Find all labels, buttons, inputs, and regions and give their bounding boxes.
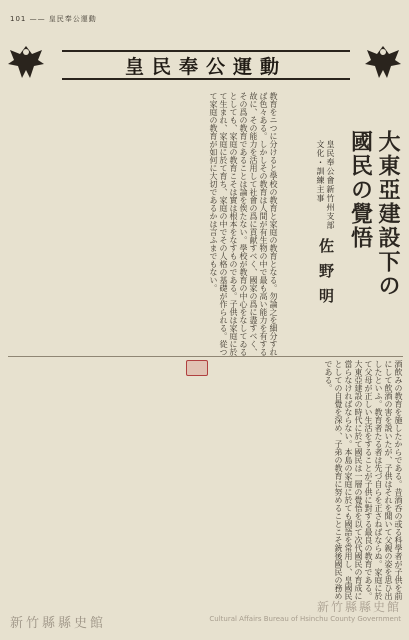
movement-banner xyxy=(32,48,380,82)
banner-title: 皇民奉公運動 xyxy=(124,55,287,78)
running-header: 101 —— 皇民奉公運動 xyxy=(10,15,97,23)
article-body-lower: 酒飲みの教育を施したからである。昔酒呑の或る科學者が子供を前にして飲酒の害を説いたが、子供はそれを聞いて父親の姿を思ひ出したといふ。教育者たる者は先づ自らを正さねばならぬ。家庭に於て父母が正しい生活をすることが子供に對する最良の教育である。大東亞建設の時代に於て國民は一層の覺悟を以て次代國民の育成に當らなければならない。本島の家庭に於ても國語を常用し、皇國民としての自覺を深め、子弟の教育に努めることこそ銃後國民の務めである。 xyxy=(324,360,403,600)
archive-watermark-left: 新竹縣縣史館 xyxy=(10,616,107,631)
section-divider xyxy=(8,356,403,357)
archive-watermark-right xyxy=(209,598,401,623)
watermark-english: Cultural Affairs Bureau of Hsinchu County Government xyxy=(209,615,401,623)
author-affiliation: 皇民奉公會新竹州支部 文化・訓練主事 xyxy=(316,140,335,230)
article-body-upper: 教育をニつに分けると學校の教育と家庭の教育となる。勿論之を細分すれば色々ある。しかしその教育は人間が有生物の中で最も高い能力を有する故に、その能力を活用して社會の爲に貢献すべく、國家の爲に盡すべく、その爲の教育であることは論を俟たない。學校が教育の中心をなしてゐるとしても、家庭の教育こそは實は根本をなすものである。子供は家庭に於て生まれ、家庭に於て育ち、家庭の中でその人格の基礎が作られる。從つて家庭の教育が如何に大切であるかは言ふまでもない。 xyxy=(209,92,278,356)
watermark-chinese: 新竹縣縣史館 xyxy=(316,600,401,614)
article-headline xyxy=(346,130,401,320)
headline-line: 大東亞建設下の xyxy=(375,130,401,298)
author-name: 佐野明 xyxy=(317,238,335,313)
headline-line: 國民の覺悟 xyxy=(347,130,374,250)
